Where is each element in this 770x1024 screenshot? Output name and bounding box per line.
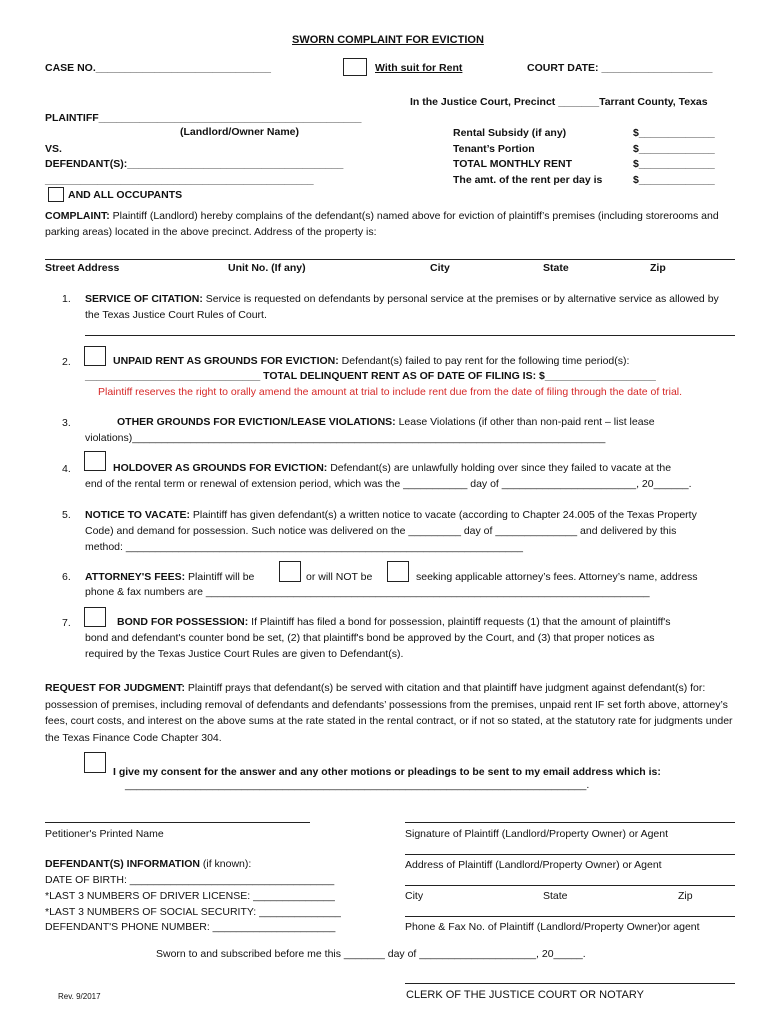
item-1-line[interactable] [85, 335, 735, 336]
signature-line[interactable] [405, 822, 735, 823]
item-6-text-c: seeking applicable attorney’s fees. Attorney’s name, address [416, 571, 698, 583]
city-state-zip-line[interactable] [405, 885, 735, 886]
item-6-number: 6. [62, 571, 71, 583]
city-label: City [430, 262, 450, 274]
email-consent-checkbox[interactable] [84, 752, 106, 773]
item-3-text: OTHER GROUNDS FOR EVICTION/LEASE VIOLATIONS: Lease Violations (if other than non-paid rent – list lease [117, 416, 655, 428]
item-1-service-of-citation: SERVICE OF CITATION: Service is requested on defendants by personal service at the premises or by alternative service as allowed by the Texas Justice Court Rules of Court. [85, 293, 719, 321]
item-4-number: 4. [62, 463, 71, 475]
signature-label: Signature of Plaintiff (Landlord/Property Owner) or Agent [405, 828, 669, 840]
printed-name-line[interactable] [45, 822, 310, 823]
defendants-field[interactable]: DEFENDANT(S):_____________________________________ [45, 158, 344, 170]
unit-number-label: Unit No. (If any) [228, 262, 306, 274]
attorney-fees-will-checkbox[interactable] [279, 561, 301, 582]
item-7-line-3: required by the Texas Justice Court Rules are given to Defendant(s). [85, 648, 404, 660]
plaintiff-phone-label: Phone & Fax No. of Plaintiff (Landlord/Property Owner)or agent [405, 921, 700, 933]
email-consent-text: I give my consent for the answer and any other motions or pleadings to be sent to my email address which is: [113, 766, 661, 778]
amend-at-trial-note: Plaintiff reserves the right to orally amend the amount at trial to include rent due from the date of filing through the date of trial. [98, 386, 683, 398]
rental-subsidy-label: Rental Subsidy (if any) [453, 127, 567, 139]
address-line[interactable] [405, 854, 735, 855]
with-suit-for-rent-label: With suit for Rent [375, 62, 463, 74]
lease-violations-field[interactable]: violations)_________________________________________________________________________________ [85, 432, 606, 444]
attorney-contact-field[interactable]: phone & fax numbers are ____________________________________________________________________________ [85, 586, 650, 598]
all-occupants-checkbox[interactable] [48, 187, 64, 202]
complaint-paragraph: COMPLAINT: Plaintiff (Landlord) hereby complains of the defendant(s) named above for eviction of plaintiff’s premises (including storerooms and parking areas) located in the above precinct. Address of the property is: [45, 210, 719, 238]
driver-license-field[interactable]: *LAST 3 NUMBERS OF DRIVER LICENSE: ______________ [45, 890, 335, 902]
item-3-number: 3. [62, 417, 71, 429]
tenant-portion-label: Tenant’s Portion [453, 142, 535, 155]
item-2-text: UNPAID RENT AS GROUNDS FOR EVICTION: Defendant(s) failed to pay rent for the following time period(s): [113, 355, 630, 367]
rent-per-day-label: The amt. of the rent per day is [453, 173, 603, 186]
item-2-number: 2. [62, 356, 71, 368]
all-occupants-label: AND ALL OCCUPANTS [68, 189, 183, 201]
rent-values[interactable] [633, 126, 715, 188]
printed-name-label: Petitioner's Printed Name [45, 828, 164, 840]
item-6-text-b: or will NOT be [306, 571, 373, 583]
total-delinquent-rent-field[interactable]: ______________________________ TOTAL DELINQUENT RENT AS OF DATE OF FILING IS: $___________________ [85, 370, 656, 382]
property-address-line[interactable] [45, 259, 735, 260]
item-5-number: 5. [62, 509, 71, 521]
defendant-info-heading: DEFENDANT(S) INFORMATION (if known): [45, 858, 252, 870]
plaintiff-state-label: State [543, 890, 568, 902]
state-label: State [543, 262, 569, 274]
defendants-extra-line[interactable]: ______________________________________________ [45, 174, 314, 186]
plaintiff-zip-label: Zip [678, 890, 693, 902]
street-address-label: Street Address [45, 262, 120, 274]
plaintiff-address-label: Address of Plaintiff (Landlord/Property Owner) or Agent [405, 859, 662, 871]
court-precinct-line[interactable]: In the Justice Court, Precinct _______Tarrant County, Texas [410, 96, 708, 108]
sworn-statement[interactable]: Sworn to and subscribed before me this _______ day of ____________________, 20_____. [156, 948, 586, 960]
clerk-signature-line[interactable] [405, 983, 735, 984]
defendant-phone-field[interactable]: DEFENDANT'S PHONE NUMBER: _____________________ [45, 921, 336, 933]
attorney-fees-will-not-checkbox[interactable] [387, 561, 409, 582]
holdover-checkbox[interactable] [84, 451, 106, 471]
item-6-text-a: ATTORNEY'S FEES: Plaintiff will be [85, 571, 255, 583]
versus-label: VS. [45, 143, 62, 155]
clerk-label: CLERK OF THE JUSTICE COURT OR NOTARY [406, 989, 644, 1001]
email-address-field[interactable]: _______________________________________________________________________________. [125, 779, 590, 791]
plaintiff-field[interactable]: PLAINTIFF_____________________________________________ [45, 112, 362, 124]
holdover-date-field[interactable]: end of the rental term or renewal of extension period, which was the ___________ day of _______________________, 20______. [85, 478, 692, 490]
item-7-number: 7. [62, 617, 71, 629]
zip-label: Zip [650, 262, 666, 274]
form-title: SWORN COMPLAINT FOR EVICTION [292, 34, 484, 46]
social-security-field[interactable]: *LAST 3 NUMBERS OF SOCIAL SECURITY: ______________ [45, 906, 341, 918]
unpaid-rent-checkbox[interactable] [84, 346, 106, 366]
date-of-birth-field[interactable]: DATE OF BIRTH: ___________________________________ [45, 874, 335, 886]
rent-per-day-field: $_____________ [633, 173, 715, 186]
item-5-notice-to-vacate[interactable]: NOTICE TO VACATE: Plaintiff has given defendant(s) a written notice to vacate (according to Chapter 24.005 of the Texas Property Code) and demand for possession. Such notice was delivered on the _________ day of ______________ and delivered by this method: ____________________________________________________________________ [85, 509, 697, 553]
phone-fax-line[interactable] [405, 916, 735, 917]
item-1-number: 1. [62, 293, 71, 305]
with-suit-for-rent-checkbox[interactable] [343, 58, 367, 76]
revision-label: Rev. 9/2017 [58, 992, 101, 1001]
item-4-text: HOLDOVER AS GROUNDS FOR EVICTION: Defendant(s) are unlawfully holding over since they failed to vacate at the [113, 462, 672, 474]
total-monthly-rent-field: $_____________ [633, 158, 715, 170]
rental-subsidy-field: $_____________ [633, 127, 715, 139]
court-date-field[interactable]: COURT DATE: ___________________ [527, 62, 713, 74]
case-number-field[interactable]: CASE NO.______________________________ [45, 62, 271, 74]
request-for-judgment-paragraph: REQUEST FOR JUDGMENT: Plaintiff prays that defendant(s) be served with citation and that plaintiff have judgment against defendant(s) for: possession of premises, including removal of defendants and defendants’ possessions from the premises, unpaid rent IF set forth above, attorney’s fees, court costs, and interest on the above sums at the rate stated in the rental contract, or if not so stated, at the statutory rate for judgments under the Texas Finance Code Chapter 304. [45, 682, 733, 744]
tenant-portion-field: $_____________ [633, 142, 715, 155]
bond-for-possession-checkbox[interactable] [84, 607, 106, 627]
item-7-line-2: bond and defendant's counter bond be set, (2) that plaintiff's bond be approved by the Court, and (3) that proper notices as [85, 632, 655, 644]
item-7-text: BOND FOR POSSESSION: If Plaintiff has filed a bond for possession, plaintiff requests (1) that the amount of plaintiff's [117, 616, 671, 628]
total-monthly-rent-label: TOTAL MONTHLY RENT [453, 158, 573, 170]
landlord-name-label: (Landlord/Owner Name) [180, 126, 300, 138]
rent-labels [453, 126, 602, 188]
plaintiff-city-label: City [405, 890, 424, 902]
